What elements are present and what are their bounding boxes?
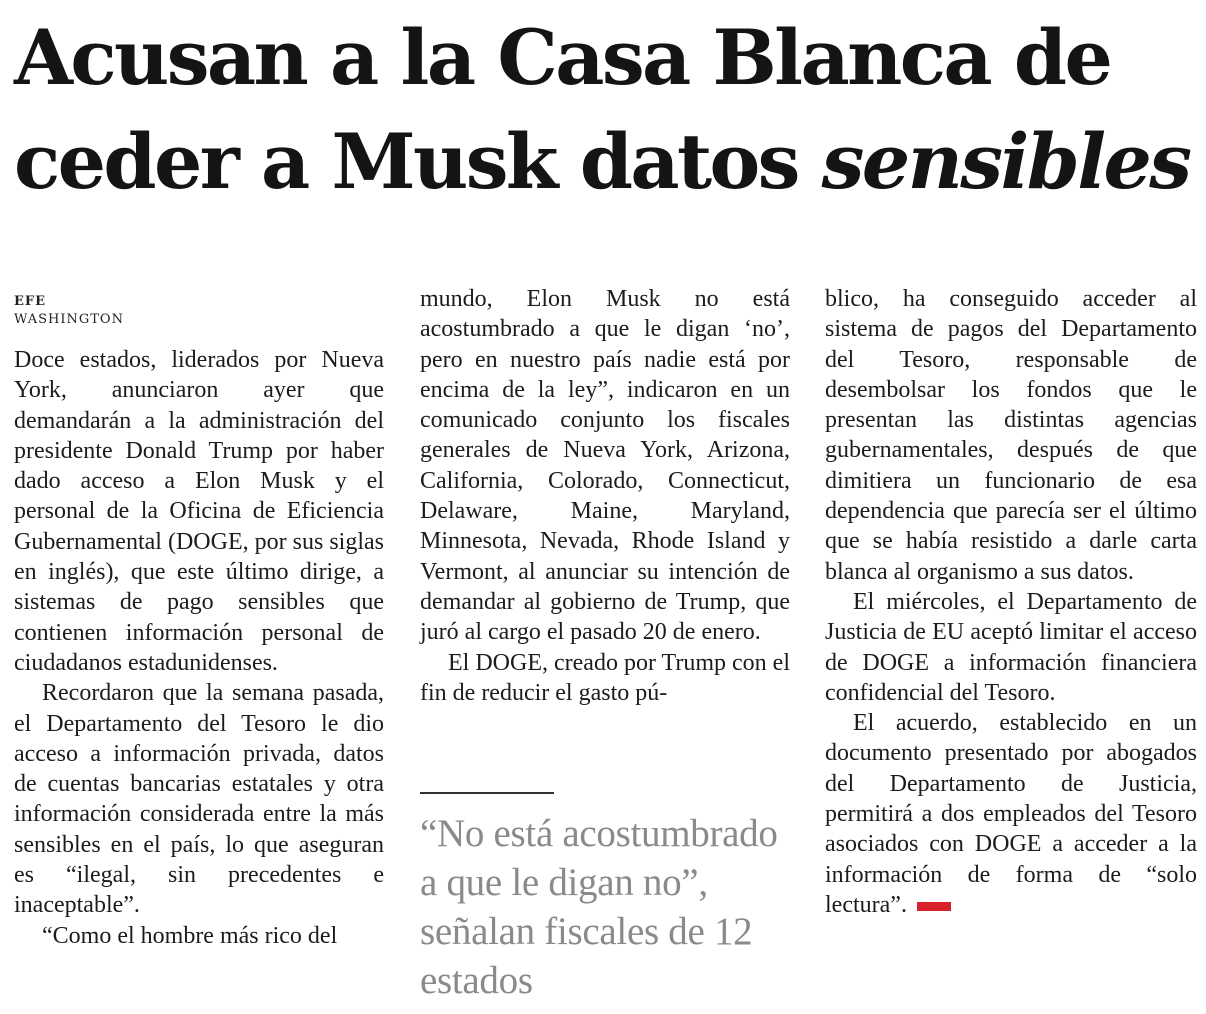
- headline-italic-word: sensibles: [821, 117, 1190, 206]
- paragraph: mundo, Elon Musk no está acostumbrado a que le digan ‘no’, pero en nuestro país nadie está por encima de la ley”, indicaron en un comunicado conjunto los fiscales generales de Nueva York, Arizona, California, Colorado, Connecticut, Delaware, Maine, Maryland, Minnesota, Nevada, Rhode Island y Vermont, al anunciar su intención de demandar al gobierno de Trump, que juró al cargo el pasado 20 de enero.: [420, 286, 790, 646]
- byline-location: WASHINGTON: [14, 312, 124, 327]
- headline-line-2: ceder a Musk datos: [14, 117, 822, 206]
- byline: [14, 293, 124, 329]
- paragraph: Recordaron que la semana pasada, el Departamento del Tesoro le dio acceso a información privada, datos de cuentas bancarias estatales y otra información considerada entre la más sensibles en el país, lo que aseguran es “ilegal, sin precedentes e inaceptable”.: [14, 680, 384, 919]
- article-column-1: [14, 345, 384, 951]
- paragraph: “Como el hombre más rico del: [42, 922, 338, 949]
- paragraph: blico, ha conseguido acceder al sistema de pagos del Departamento del Tesoro, responsable de desembolsar los fondos que le presentan las distintas agencias gubernamentales, después de que dimitiera un funcionario de esa dependencia que parecía ser el último que se había resistido a darle carta blanca al organismo a sus datos.: [825, 286, 1197, 585]
- article-column-2: [420, 284, 790, 708]
- paragraph: El miércoles, el Departamento de Justicia de EU aceptó limitar el acceso de DOGE a información financiera confidencial del Tesoro.: [825, 588, 1197, 706]
- byline-agency: EFE: [14, 294, 47, 309]
- paragraph-text: El acuerdo, establecido en un documento presentado por abogados del Departamento de Justicia, permitirá a dos empleados del Tesoro asociados con DOGE a acceder a la información de forma de “solo lectura”.: [825, 710, 1197, 918]
- headline: [14, 6, 1200, 214]
- article-column-3: [825, 284, 1197, 920]
- pullquote: “No está acostumbrado a que le digan no”, señalan fiscales de 12 estados: [420, 812, 778, 1002]
- paragraph: El DOGE, creado por Trump con el fin de reducir el gasto pú-: [420, 649, 790, 706]
- paragraph: Doce estados, liderados por Nueva York, anunciaron ayer que demandarán a la administración del presidente Donald Trump por haber dado acceso a Elon Musk y el personal de la Oficina de Eficiencia Gubernamental (DOGE, por sus siglas en inglés), que este último dirige, a sistemas de pago sensibles que contienen información personal de ciudadanos estadunidenses.: [14, 347, 384, 676]
- headline-line-1: Acusan a la Casa Blanca de: [14, 13, 1111, 102]
- pullquote-rule: [420, 792, 554, 794]
- end-of-article-mark: [917, 902, 951, 911]
- paragraph: [825, 708, 1197, 920]
